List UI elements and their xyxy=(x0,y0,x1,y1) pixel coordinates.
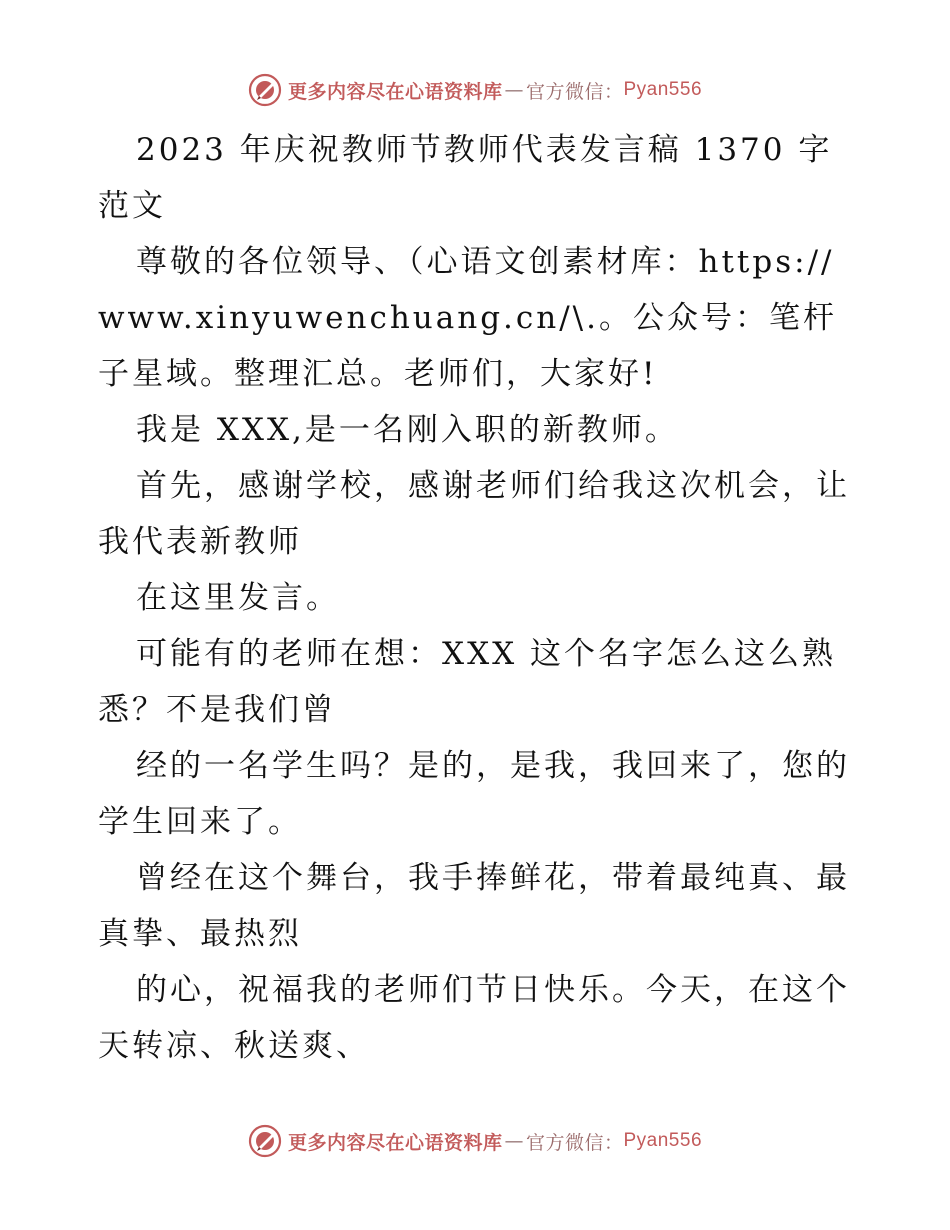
paragraph: 尊敬的各位领导、（心语文创素材库：https://www.xinyuwenchuang.cn/\.。公众号：笔杆子星域。整理汇总。老师们，大家好! xyxy=(98,244,837,392)
document-body xyxy=(98,122,858,1074)
banner-wechat-label: 官方微信： xyxy=(525,80,624,103)
banner-dash: — xyxy=(504,79,524,101)
header-watermark-banner xyxy=(0,70,950,110)
paragraph: 曾经在这个舞台，我手捧鲜花，带着最纯真、最真挚、最热烈 xyxy=(98,860,850,952)
banner-wechat-id: Pyan556 xyxy=(623,1130,703,1151)
banner-wechat-id: Pyan556 xyxy=(623,79,703,100)
paragraph: 可能有的老师在想：XXX 这个名字怎么这么熟悉？不是我们曾 xyxy=(98,636,837,728)
paragraph: 首先，感谢学校，感谢老师们给我这次机会，让我代表新教师 xyxy=(98,468,850,560)
footer-watermark-banner xyxy=(0,1121,950,1161)
pen-logo-icon xyxy=(248,73,282,107)
banner-main-text: 更多内容尽在心语资料库 xyxy=(287,1131,503,1154)
document-title: 2023 年庆祝教师节教师代表发言稿 1370 字范文 xyxy=(98,132,833,224)
banner-main-text: 更多内容尽在心语资料库 xyxy=(287,80,503,103)
banner-wechat-label: 官方微信： xyxy=(525,1131,624,1154)
paragraph: 我是 XXX,是一名刚入职的新教师。 xyxy=(136,412,679,448)
paragraph: 经的一名学生吗？是的，是我，我回来了，您的学生回来了。 xyxy=(98,748,850,840)
pen-logo-icon xyxy=(248,1124,282,1158)
paragraph: 在这里发言。 xyxy=(136,580,340,616)
banner-dash: — xyxy=(504,1130,524,1152)
paragraph: 的心，祝福我的老师们节日快乐。今天，在这个天转凉、秋送爽、 xyxy=(98,972,850,1064)
